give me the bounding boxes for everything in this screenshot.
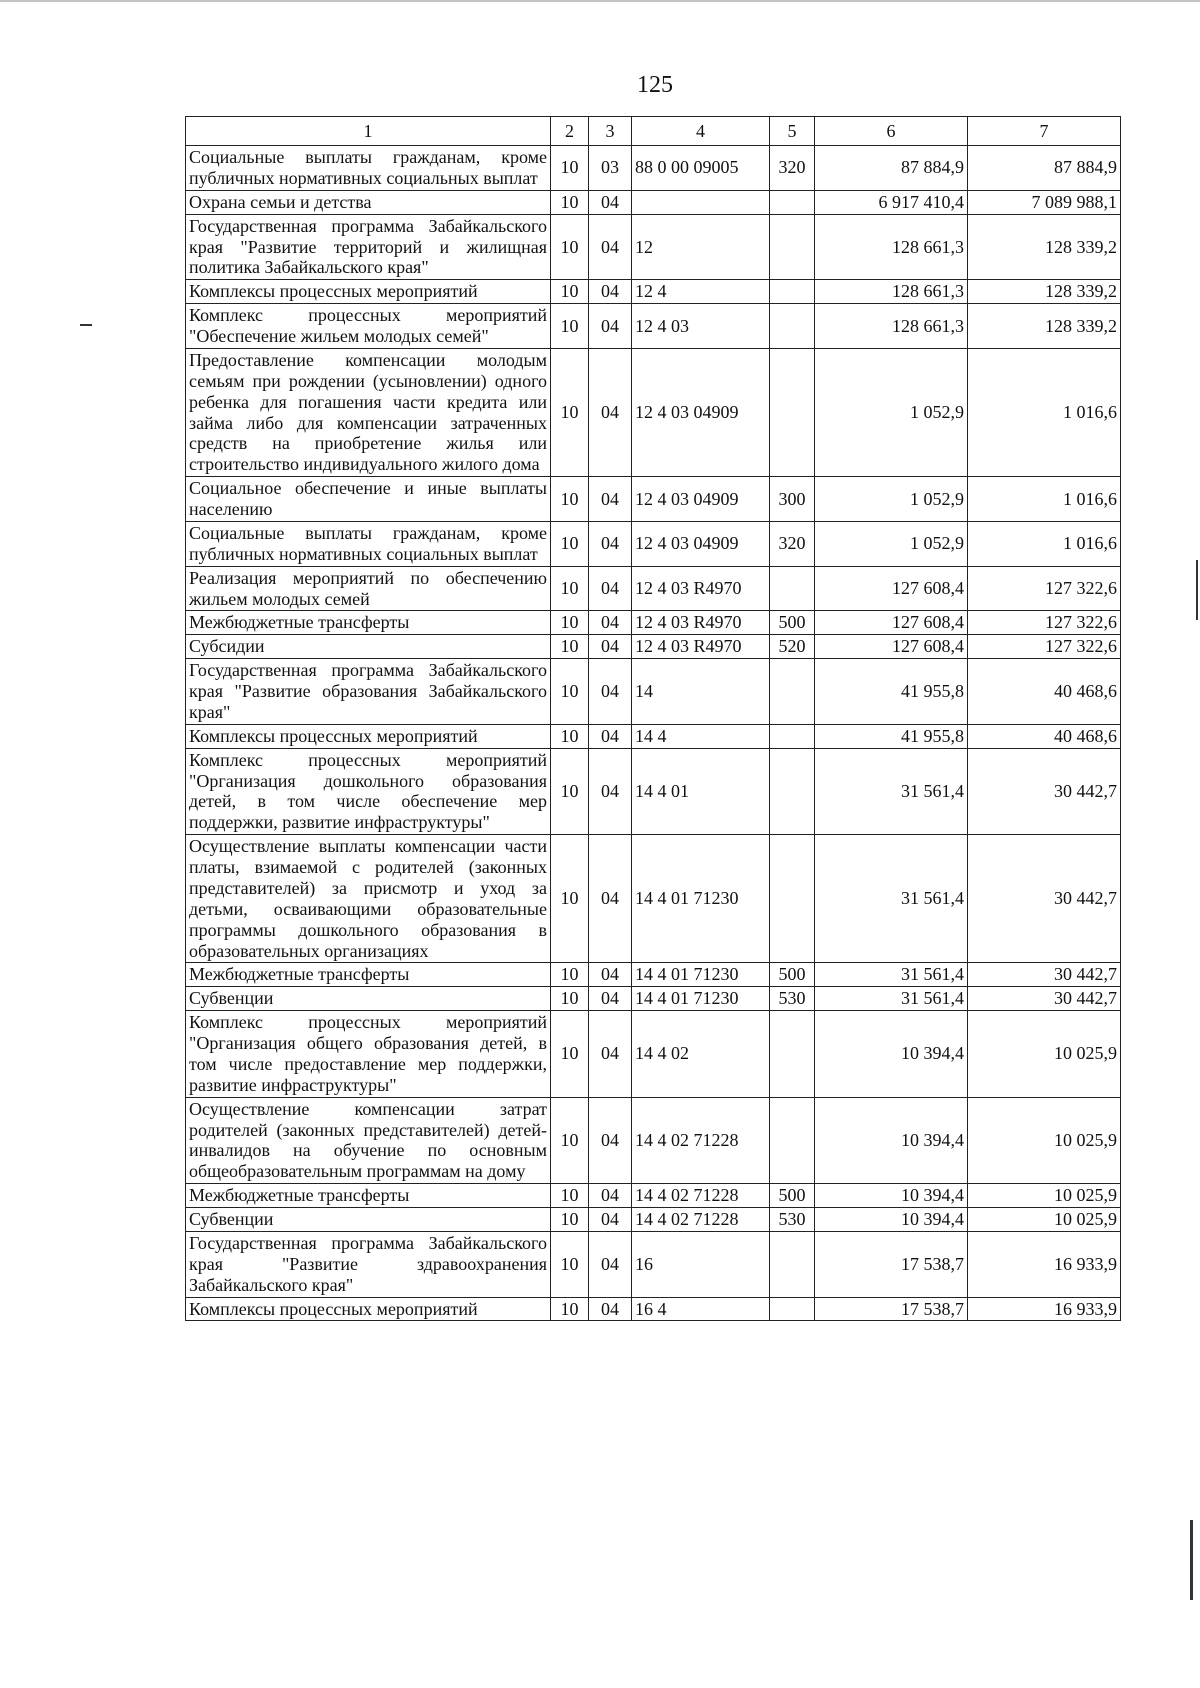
row-subsection-cell: 04: [589, 348, 632, 476]
row-target-article-cell: 12 4 03 R4970: [632, 611, 770, 635]
row-amount-year1-cell: 128 661,3: [815, 304, 968, 349]
row-amount-year2-cell: 30 442,7: [968, 835, 1121, 963]
row-expense-type-cell: [770, 835, 815, 963]
row-amount-year1-cell: 17 538,7: [815, 1297, 968, 1321]
table-row: [186, 659, 1121, 725]
row-target-article-cell: 12: [632, 214, 770, 280]
row-expense-type-cell: [770, 214, 815, 280]
row-amount-year1-cell: 31 561,4: [815, 748, 968, 835]
row-section-cell: 10: [551, 724, 589, 748]
row-section-cell: 10: [551, 987, 589, 1011]
row-subsection-cell: 04: [589, 835, 632, 963]
row-target-article-cell: 14 4 01 71230: [632, 963, 770, 987]
row-expense-type-cell: [770, 280, 815, 304]
row-expense-type-cell: [770, 659, 815, 725]
row-name-cell: Осуществление выплаты компенсации части платы, взимаемой с родителей (законных представителей) за присмотр и уход за детьми, осваивающими образовательные программы дошкольного образования в образовательных организациях: [186, 835, 551, 963]
table-row: [186, 1208, 1121, 1232]
row-subsection-cell: 04: [589, 987, 632, 1011]
table-row: [186, 1011, 1121, 1098]
row-amount-year2-cell: 30 442,7: [968, 748, 1121, 835]
row-section-cell: 10: [551, 659, 589, 725]
header-col-5: 5: [770, 117, 815, 146]
row-section-cell: 10: [551, 1208, 589, 1232]
row-section-cell: 10: [551, 146, 589, 191]
row-section-cell: 10: [551, 1097, 589, 1184]
row-section-cell: 10: [551, 190, 589, 214]
table-header: [186, 117, 1121, 146]
table-row: [186, 835, 1121, 963]
table-row: [186, 1097, 1121, 1184]
row-target-article-cell: 14 4 02 71228: [632, 1097, 770, 1184]
row-subsection-cell: 04: [589, 635, 632, 659]
header-col-7: 7: [968, 117, 1121, 146]
row-target-article-cell: 12 4 03 04909: [632, 348, 770, 476]
row-name-cell: Субвенции: [186, 987, 551, 1011]
row-expense-type-cell: [770, 1231, 815, 1297]
row-target-article-cell: 88 0 00 09005: [632, 146, 770, 191]
row-amount-year2-cell: 10 025,9: [968, 1011, 1121, 1098]
row-amount-year2-cell: 30 442,7: [968, 987, 1121, 1011]
table-row: [186, 190, 1121, 214]
row-target-article-cell: 12 4 03 R4970: [632, 566, 770, 611]
row-section-cell: 10: [551, 477, 589, 522]
row-expense-type-cell: 320: [770, 146, 815, 191]
table-row: [186, 1297, 1121, 1321]
row-target-article-cell: 14 4: [632, 724, 770, 748]
row-amount-year1-cell: 128 661,3: [815, 280, 968, 304]
row-name-cell: Межбюджетные трансферты: [186, 1184, 551, 1208]
row-expense-type-cell: 500: [770, 963, 815, 987]
row-section-cell: 10: [551, 748, 589, 835]
row-subsection-cell: 04: [589, 963, 632, 987]
row-name-cell: Предоставление компенсации молодым семьям при рождении (усыновлении) одного ребенка для погашения части кредита или займа либо для компенсации затраченных средств на приобретение жилья или строительство индивидуального жилого дома: [186, 348, 551, 476]
row-section-cell: 10: [551, 1184, 589, 1208]
row-expense-type-cell: 500: [770, 1184, 815, 1208]
row-name-cell: Государственная программа Забайкальского края "Развитие образования Забайкальского края": [186, 659, 551, 725]
row-target-article-cell: 14 4 01: [632, 748, 770, 835]
row-section-cell: 10: [551, 304, 589, 349]
row-amount-year1-cell: 127 608,4: [815, 611, 968, 635]
row-subsection-cell: 04: [589, 1011, 632, 1098]
row-target-article-cell: 14 4 02: [632, 1011, 770, 1098]
row-section-cell: 10: [551, 1297, 589, 1321]
table-row: [186, 214, 1121, 280]
row-amount-year1-cell: 1 052,9: [815, 521, 968, 566]
row-subsection-cell: 04: [589, 1184, 632, 1208]
row-expense-type-cell: [770, 748, 815, 835]
row-section-cell: 10: [551, 963, 589, 987]
table-row: [186, 1231, 1121, 1297]
row-expense-type-cell: 530: [770, 1208, 815, 1232]
row-name-cell: Государственная программа Забайкальского края "Развитие здравоохранения Забайкальского края": [186, 1231, 551, 1297]
row-amount-year2-cell: 10 025,9: [968, 1097, 1121, 1184]
row-target-article-cell: 14 4 01 71230: [632, 835, 770, 963]
row-name-cell: Государственная программа Забайкальского края "Развитие территорий и жилищная политика Забайкальского края": [186, 214, 551, 280]
row-amount-year2-cell: 127 322,6: [968, 635, 1121, 659]
row-target-article-cell: 14 4 02 71228: [632, 1208, 770, 1232]
row-name-cell: Комплекс процессных мероприятий "Обеспечение жильем молодых семей": [186, 304, 551, 349]
row-name-cell: Социальные выплаты гражданам, кроме публичных нормативных социальных выплат: [186, 146, 551, 191]
row-amount-year2-cell: 127 322,6: [968, 611, 1121, 635]
row-expense-type-cell: 320: [770, 521, 815, 566]
row-amount-year1-cell: 17 538,7: [815, 1231, 968, 1297]
row-name-cell: Комплексы процессных мероприятий: [186, 1297, 551, 1321]
row-amount-year2-cell: 40 468,6: [968, 724, 1121, 748]
row-expense-type-cell: [770, 566, 815, 611]
table-row: [186, 348, 1121, 476]
row-target-article-cell: 12 4 03 04909: [632, 477, 770, 522]
row-section-cell: 10: [551, 280, 589, 304]
row-amount-year2-cell: 7 089 988,1: [968, 190, 1121, 214]
row-target-article-cell: 12 4: [632, 280, 770, 304]
row-amount-year2-cell: 30 442,7: [968, 963, 1121, 987]
row-subsection-cell: 04: [589, 304, 632, 349]
row-name-cell: Комплекс процессных мероприятий "Организация общего образования детей, в том числе предоставление мер поддержки, развитие инфраструктуры": [186, 1011, 551, 1098]
row-subsection-cell: 04: [589, 724, 632, 748]
row-name-cell: Комплексы процессных мероприятий: [186, 280, 551, 304]
row-target-article-cell: 12 4 03 R4970: [632, 635, 770, 659]
right-edge-mark-lower: [1190, 1520, 1193, 1600]
row-name-cell: Осуществление компенсации затрат родителей (законных представителей) детей-инвалидов на обучение по основным общеобразовательным программам на дому: [186, 1097, 551, 1184]
row-amount-year2-cell: 16 933,9: [968, 1297, 1121, 1321]
row-amount-year1-cell: 87 884,9: [815, 146, 968, 191]
scan-top-edge: [0, 0, 1200, 2]
row-section-cell: 10: [551, 1011, 589, 1098]
row-name-cell: Комплекс процессных мероприятий "Организация дошкольного образования детей, в том числе обеспечение мер поддержки, развитие инфраструктуры": [186, 748, 551, 835]
header-row: [186, 117, 1121, 146]
table-body: [186, 146, 1121, 1321]
table-row: [186, 304, 1121, 349]
row-target-article-cell: 12 4 03 04909: [632, 521, 770, 566]
row-name-cell: Реализация мероприятий по обеспечению жильем молодых семей: [186, 566, 551, 611]
row-subsection-cell: 04: [589, 1231, 632, 1297]
row-amount-year1-cell: 6 917 410,4: [815, 190, 968, 214]
row-amount-year2-cell: 128 339,2: [968, 280, 1121, 304]
row-subsection-cell: 04: [589, 190, 632, 214]
row-amount-year2-cell: 128 339,2: [968, 304, 1121, 349]
header-col-4: 4: [632, 117, 770, 146]
row-amount-year2-cell: 128 339,2: [968, 214, 1121, 280]
row-target-article-cell: 16 4: [632, 1297, 770, 1321]
row-subsection-cell: 04: [589, 1297, 632, 1321]
margin-dash-mark: [80, 324, 92, 326]
row-name-cell: Комплексы процессных мероприятий: [186, 724, 551, 748]
row-expense-type-cell: [770, 348, 815, 476]
row-amount-year2-cell: 16 933,9: [968, 1231, 1121, 1297]
row-amount-year1-cell: 10 394,4: [815, 1097, 968, 1184]
table-row: [186, 521, 1121, 566]
row-name-cell: Социальные выплаты гражданам, кроме публичных нормативных социальных выплат: [186, 521, 551, 566]
table-row: [186, 635, 1121, 659]
row-section-cell: 10: [551, 1231, 589, 1297]
row-section-cell: 10: [551, 348, 589, 476]
row-subsection-cell: 04: [589, 280, 632, 304]
row-name-cell: Межбюджетные трансферты: [186, 963, 551, 987]
row-amount-year1-cell: 41 955,8: [815, 724, 968, 748]
row-subsection-cell: 04: [589, 611, 632, 635]
row-section-cell: 10: [551, 566, 589, 611]
row-target-article-cell: 14 4 02 71228: [632, 1184, 770, 1208]
row-expense-type-cell: [770, 304, 815, 349]
row-amount-year2-cell: 1 016,6: [968, 477, 1121, 522]
row-name-cell: Социальное обеспечение и иные выплаты населению: [186, 477, 551, 522]
row-subsection-cell: 04: [589, 477, 632, 522]
row-amount-year1-cell: 127 608,4: [815, 635, 968, 659]
budget-table: [185, 116, 1121, 1321]
row-target-article-cell: [632, 190, 770, 214]
table-row: [186, 1184, 1121, 1208]
row-section-cell: 10: [551, 521, 589, 566]
row-amount-year2-cell: 87 884,9: [968, 146, 1121, 191]
row-expense-type-cell: [770, 1011, 815, 1098]
header-col-1: 1: [186, 117, 551, 146]
header-col-2: 2: [551, 117, 589, 146]
row-name-cell: Охрана семьи и детства: [186, 190, 551, 214]
table-row: [186, 963, 1121, 987]
row-target-article-cell: 14: [632, 659, 770, 725]
row-name-cell: Субвенции: [186, 1208, 551, 1232]
row-expense-type-cell: 500: [770, 611, 815, 635]
row-subsection-cell: 04: [589, 521, 632, 566]
row-amount-year1-cell: 1 052,9: [815, 348, 968, 476]
row-expense-type-cell: [770, 724, 815, 748]
row-expense-type-cell: 520: [770, 635, 815, 659]
row-section-cell: 10: [551, 635, 589, 659]
row-target-article-cell: 12 4 03: [632, 304, 770, 349]
row-subsection-cell: 04: [589, 748, 632, 835]
row-amount-year1-cell: 41 955,8: [815, 659, 968, 725]
row-amount-year1-cell: 10 394,4: [815, 1208, 968, 1232]
row-amount-year2-cell: 127 322,6: [968, 566, 1121, 611]
row-amount-year1-cell: 10 394,4: [815, 1184, 968, 1208]
row-section-cell: 10: [551, 611, 589, 635]
row-target-article-cell: 14 4 01 71230: [632, 987, 770, 1011]
row-amount-year1-cell: 31 561,4: [815, 963, 968, 987]
page-number: 125: [637, 72, 673, 98]
right-edge-mark: [1196, 560, 1198, 620]
table-row: [186, 724, 1121, 748]
table-row: [186, 611, 1121, 635]
row-amount-year1-cell: 127 608,4: [815, 566, 968, 611]
table-row: [186, 748, 1121, 835]
table-row: [186, 146, 1121, 191]
row-expense-type-cell: 300: [770, 477, 815, 522]
row-expense-type-cell: [770, 190, 815, 214]
row-amount-year2-cell: 10 025,9: [968, 1184, 1121, 1208]
header-col-6: 6: [815, 117, 968, 146]
table-row: [186, 566, 1121, 611]
row-subsection-cell: 04: [589, 1208, 632, 1232]
table-row: [186, 280, 1121, 304]
row-target-article-cell: 16: [632, 1231, 770, 1297]
row-section-cell: 10: [551, 835, 589, 963]
row-expense-type-cell: [770, 1297, 815, 1321]
row-subsection-cell: 04: [589, 1097, 632, 1184]
row-amount-year1-cell: 10 394,4: [815, 1011, 968, 1098]
header-col-3: 3: [589, 117, 632, 146]
table-row: [186, 477, 1121, 522]
row-expense-type-cell: [770, 1097, 815, 1184]
row-subsection-cell: 03: [589, 146, 632, 191]
row-amount-year2-cell: 40 468,6: [968, 659, 1121, 725]
table-row: [186, 987, 1121, 1011]
row-expense-type-cell: 530: [770, 987, 815, 1011]
row-subsection-cell: 04: [589, 566, 632, 611]
row-amount-year2-cell: 10 025,9: [968, 1208, 1121, 1232]
row-amount-year1-cell: 31 561,4: [815, 987, 968, 1011]
row-name-cell: Субсидии: [186, 635, 551, 659]
row-amount-year2-cell: 1 016,6: [968, 521, 1121, 566]
row-amount-year1-cell: 128 661,3: [815, 214, 968, 280]
row-subsection-cell: 04: [589, 214, 632, 280]
row-name-cell: Межбюджетные трансферты: [186, 611, 551, 635]
row-amount-year2-cell: 1 016,6: [968, 348, 1121, 476]
row-amount-year1-cell: 31 561,4: [815, 835, 968, 963]
row-amount-year1-cell: 1 052,9: [815, 477, 968, 522]
row-section-cell: 10: [551, 214, 589, 280]
row-subsection-cell: 04: [589, 659, 632, 725]
